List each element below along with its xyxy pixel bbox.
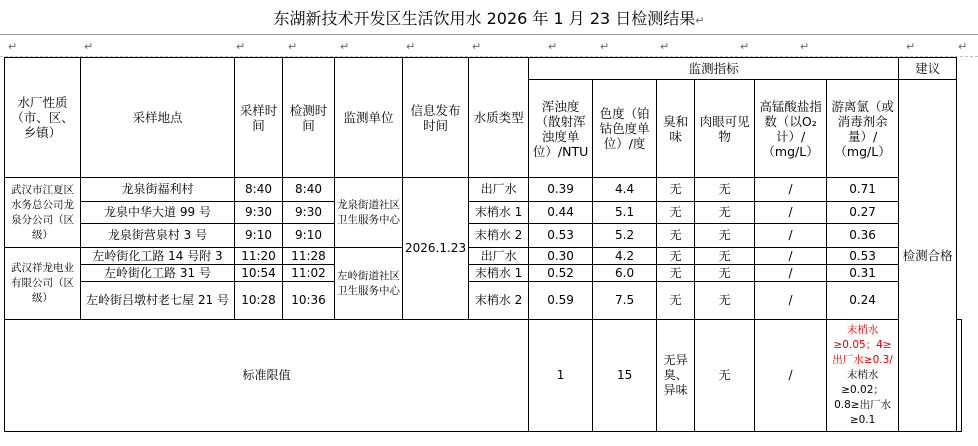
row-permanganate: / (755, 224, 827, 248)
header-permanganate: 高锰酸盐指数（以O₂计）/（mg/L） (755, 80, 827, 178)
row-color: 4.2 (593, 248, 657, 265)
paragraph-mark: ↵ (740, 40, 750, 53)
row-turbidity: 0.39 (529, 178, 593, 202)
paragraph-mark: ↵ (406, 40, 416, 53)
paragraph-mark: ↵ (340, 40, 350, 53)
table-row (5, 178, 962, 202)
paragraph-mark: ↵ (472, 40, 482, 53)
publish-date: 2026.1.23 (403, 178, 469, 320)
plant-a: 武汉市江夏区水务总公司龙泉分公司（区级） (5, 178, 81, 248)
row-water-type: 末梢水 2 (469, 282, 529, 320)
row-odor: 无 (657, 178, 695, 202)
limit-color: 15 (593, 320, 657, 432)
row-turbidity: 0.52 (529, 265, 593, 282)
header-sample-time: 采样时间 (235, 58, 283, 178)
row-water-type: 末梢水 1 (469, 265, 529, 282)
header-indicators-group: 监测指标 (529, 58, 899, 80)
row-test-time: 9:30 (283, 202, 335, 224)
header-odor: 臭和味 (657, 80, 695, 178)
header-plant-type: 水厂性质（市、区、乡镇） (5, 58, 81, 178)
row-location: 左岭街吕墩村老七屋 21 号 (81, 282, 235, 320)
row-chlorine: 0.36 (827, 224, 899, 248)
title-text: 东湖新技术开发区生活饮用水 2026 年 1 月 23 日检测结果 (273, 9, 696, 28)
limit-chlorine-black: 末梢水≥0.02；0.8≥出厂水≥0.1 (834, 369, 892, 426)
row-sample-time: 9:10 (235, 224, 283, 248)
table-row (5, 265, 962, 282)
paragraph-mark: ↵ (695, 14, 705, 27)
row-test-time: 8:40 (283, 178, 335, 202)
table-row (5, 248, 962, 265)
row-chlorine: 0.71 (827, 178, 899, 202)
row-permanganate: / (755, 282, 827, 320)
paragraph-mark: ↵ (84, 40, 94, 53)
limit-advice-empty (957, 320, 962, 432)
row-turbidity: 0.30 (529, 248, 593, 265)
limit-chlorine (827, 320, 899, 432)
row-permanganate: / (755, 202, 827, 224)
paragraph-mark: ↵ (288, 40, 298, 53)
row-color: 4.4 (593, 178, 657, 202)
paragraph-mark: ↵ (906, 40, 916, 53)
paragraph-mark: ↵ (548, 40, 558, 53)
row-color: 6.0 (593, 265, 657, 282)
header-row-1 (5, 58, 962, 80)
row-turbidity: 0.44 (529, 202, 593, 224)
row-chlorine: 0.31 (827, 265, 899, 282)
limit-chlorine-red: 末梢水≥0.05；4≥出厂水≥0.3/ (832, 324, 893, 366)
plant-b: 武汉祥龙电业有限公司（区级） (5, 248, 81, 320)
paragraph-mark: ↵ (660, 40, 670, 53)
empty-column-row (0, 38, 978, 57)
row-odor: 无 (657, 282, 695, 320)
row-test-time: 10:36 (283, 282, 335, 320)
header-test-time: 检测时间 (283, 58, 335, 178)
paragraph-mark: ↵ (8, 40, 18, 53)
header-unit: 监测单位 (335, 58, 403, 178)
row-turbidity: 0.53 (529, 224, 593, 248)
limit-permanganate: / (755, 320, 827, 432)
paragraph-mark: ↵ (236, 40, 246, 53)
row-chlorine: 0.24 (827, 282, 899, 320)
row-location: 龙泉街福利村 (81, 178, 235, 202)
paragraph-mark: ↵ (600, 40, 610, 53)
paragraph-mark: ↵ (958, 40, 968, 53)
limits-label: 标准限值 (5, 320, 529, 432)
row-sample-time: 11:20 (235, 248, 283, 265)
row-water-type: 末梢水 2 (469, 224, 529, 248)
row-water-type: 出厂水 (469, 178, 529, 202)
row-visible: 无 (695, 202, 755, 224)
row-turbidity: 0.59 (529, 282, 593, 320)
row-sample-time: 8:40 (235, 178, 283, 202)
row-water-type: 出厂水 (469, 248, 529, 265)
header-turbidity: 浑浊度（散射浑浊度单位）/NTU (529, 80, 593, 178)
header-publish-time: 信息发布时间 (403, 58, 469, 178)
header-chlorine: 游离氯（或消毒剂余量）/（mg/L） (827, 80, 899, 178)
row-permanganate: / (755, 178, 827, 202)
header-advice: 建议 (899, 58, 957, 80)
row-color: 5.1 (593, 202, 657, 224)
header-visible: 肉眼可见物 (695, 80, 755, 178)
row-location: 左岭街化工路 14 号附 3 (81, 248, 235, 265)
row-water-type: 末梢水 1 (469, 202, 529, 224)
limit-visible: 无 (695, 320, 755, 432)
table-row (5, 282, 962, 320)
header-water-type: 水质类型 (469, 58, 529, 178)
paragraph-mark: ↵ (800, 40, 810, 53)
row-sample-time: 9:30 (235, 202, 283, 224)
limit-odor: 无异臭、异味 (657, 320, 695, 432)
row-odor: 无 (657, 202, 695, 224)
row-permanganate: / (755, 248, 827, 265)
unit-a: 龙泉街道社区卫生服务中心 (335, 178, 403, 248)
row-odor: 无 (657, 248, 695, 265)
results-table (4, 57, 962, 432)
row-chlorine: 0.53 (827, 248, 899, 265)
limits-row (5, 320, 962, 432)
row-color: 7.5 (593, 282, 657, 320)
row-permanganate: / (755, 265, 827, 282)
row-location: 龙泉街营泉村 3 号 (81, 224, 235, 248)
row-test-time: 11:28 (283, 248, 335, 265)
row-visible: 无 (695, 224, 755, 248)
unit-b: 左岭街道社区卫生服务中心 (335, 248, 403, 320)
row-sample-time: 10:54 (235, 265, 283, 282)
header-location: 采样地点 (81, 58, 235, 178)
row-visible: 无 (695, 248, 755, 265)
row-location: 左岭街化工路 31 号 (81, 265, 235, 282)
row-visible: 无 (695, 265, 755, 282)
row-test-time: 11:02 (283, 265, 335, 282)
row-sample-time: 10:28 (235, 282, 283, 320)
row-visible: 无 (695, 178, 755, 202)
result-cell: 检测合格 (899, 80, 957, 432)
table-row (5, 202, 962, 224)
row-odor: 无 (657, 224, 695, 248)
row-location: 龙泉中华大道 99 号 (81, 202, 235, 224)
row-test-time: 9:10 (283, 224, 335, 248)
header-color: 色度（铂钴色度单位）/度 (593, 80, 657, 178)
row-color: 5.2 (593, 224, 657, 248)
document-title (0, 4, 978, 35)
table-row (5, 224, 962, 248)
row-odor: 无 (657, 265, 695, 282)
row-visible: 无 (695, 282, 755, 320)
row-chlorine: 0.27 (827, 202, 899, 224)
limit-turbidity: 1 (529, 320, 593, 432)
